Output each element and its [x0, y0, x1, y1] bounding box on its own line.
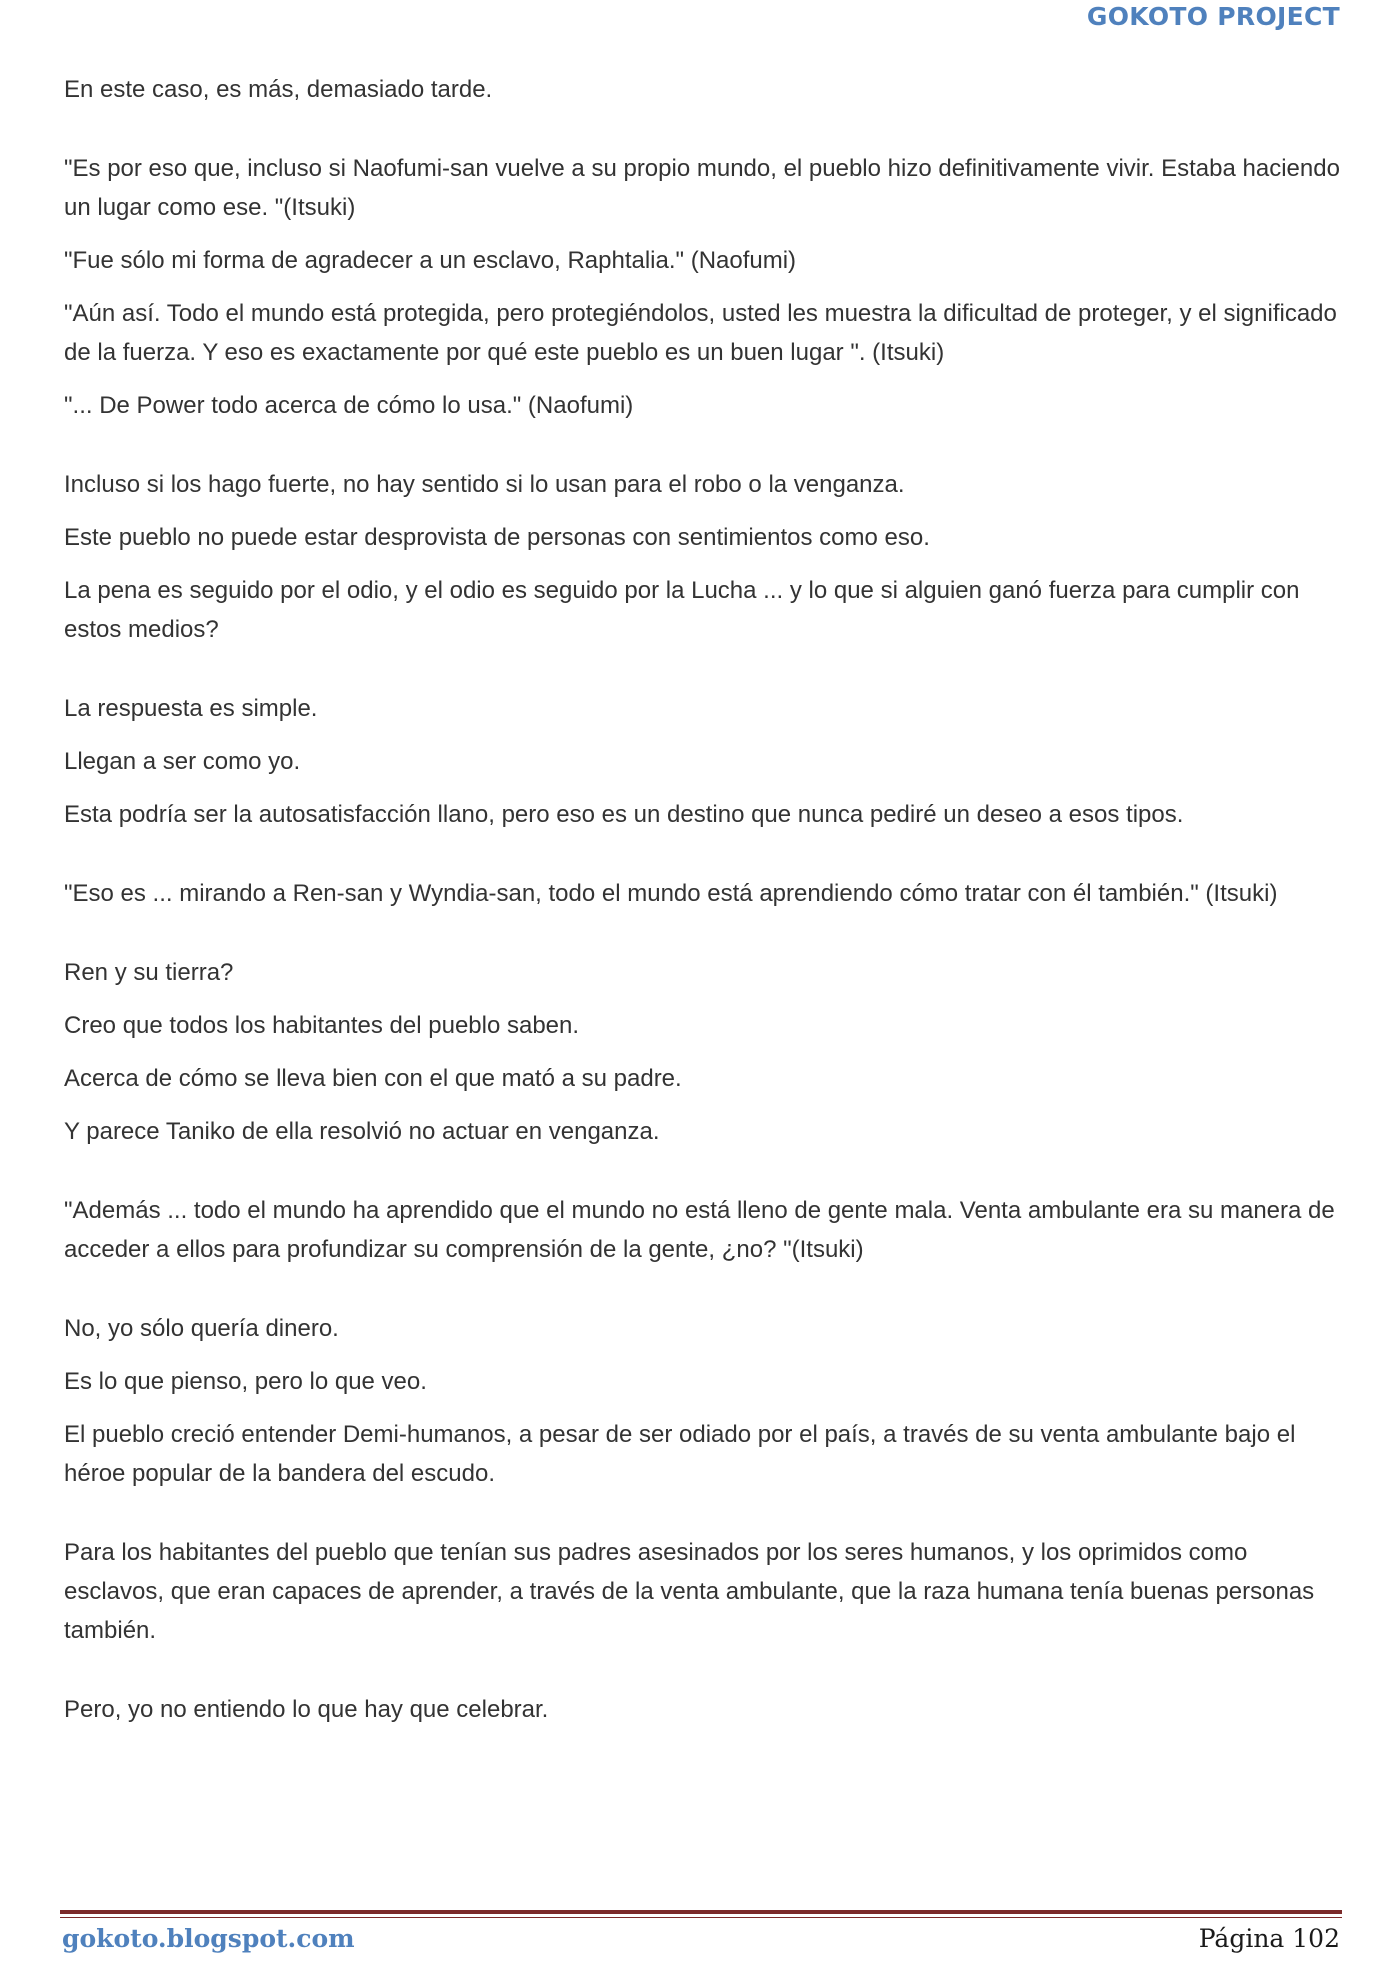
- paragraph: Es lo que pienso, pero lo que veo.: [64, 1368, 427, 1395]
- paragraph: Este pueblo no puede estar desprovista de personas con sentimientos como eso.: [64, 524, 930, 551]
- paragraph: La respuesta es simple.: [64, 695, 318, 722]
- paragraph: No, yo sólo quería dinero.: [64, 1315, 339, 1342]
- paragraph: Acerca de cómo se lleva bien con el que mató a su padre.: [64, 1065, 682, 1092]
- paragraph: La pena es seguido por el odio, y el odio es seguido por la Lucha ... y lo que si alguien ganó fuerza para cumplir con estos medios?: [64, 577, 1300, 643]
- paragraph: Ren y su tierra?: [64, 959, 234, 986]
- paragraph: Incluso si los hago fuerte, no hay sentido si lo usan para el robo o la venganza.: [64, 471, 905, 498]
- paragraph: Esta podría ser la autosatisfacción llano, pero eso es un destino que nunca pediré un deseo a esos tipos.: [64, 801, 1184, 828]
- paragraph: "Aún así. Todo el mundo está protegida, pero protegiéndolos, usted les muestra la dificultad de proteger, y el significado de la fuerza. Y eso es exactamente por qué este pueblo es un buen lugar ". (Itsuki): [64, 300, 1337, 366]
- footer-rule-thin: [60, 1917, 1342, 1918]
- footer-page-number: Página 102: [1198, 1924, 1340, 1953]
- paragraph: Creo que todos los habitantes del pueblo saben.: [64, 1012, 580, 1039]
- paragraph: El pueblo creció entender Demi-humanos, a pesar de ser odiado por el país, a través de su venta ambulante bajo el héroe popular de la bandera del escudo.: [64, 1421, 1296, 1487]
- paragraph: "Eso es ... mirando a Ren-san y Wyndia-san, todo el mundo está aprendiendo cómo tratar con él también." (Itsuki): [64, 880, 1278, 907]
- header-brand: GOKOTO PROJECT: [1086, 2, 1340, 31]
- paragraph: "Además ... todo el mundo ha aprendido que el mundo no está lleno de gente mala. Venta ambulante era su manera de acceder a ellos para profundizar su comprensión de la gente, ¿no? "(Itsuki): [64, 1197, 1335, 1263]
- document-body: [64, 70, 1354, 1743]
- footer-rule-thick: [60, 1910, 1342, 1914]
- paragraph: Para los habitantes del pueblo que tenían sus padres asesinados por los seres humanos, y los oprimidos como esclavos, que eran capaces de aprender, a través de la venta ambulante, que la raza humana tenía buenas personas también.: [64, 1539, 1315, 1644]
- paragraph: Pero, yo no entiendo lo que hay que celebrar.: [64, 1696, 549, 1723]
- paragraph: "Es por eso que, incluso si Naofumi-san vuelve a su propio mundo, el pueblo hizo definitivamente vivir. Estaba haciendo un lugar como ese. "(Itsuki): [64, 155, 1340, 221]
- paragraph: Llegan a ser como yo.: [64, 748, 301, 775]
- paragraph: Y parece Taniko de ella resolvió no actuar en venganza.: [64, 1118, 660, 1145]
- paragraph: "... De Power todo acerca de cómo lo usa." (Naofumi): [64, 392, 634, 419]
- paragraph: En este caso, es más, demasiado tarde.: [64, 76, 493, 103]
- paragraph: "Fue sólo mi forma de agradecer a un esclavo, Raphtalia." (Naofumi): [64, 247, 797, 274]
- footer-site-link[interactable]: gokoto.blogspot.com: [62, 1924, 355, 1953]
